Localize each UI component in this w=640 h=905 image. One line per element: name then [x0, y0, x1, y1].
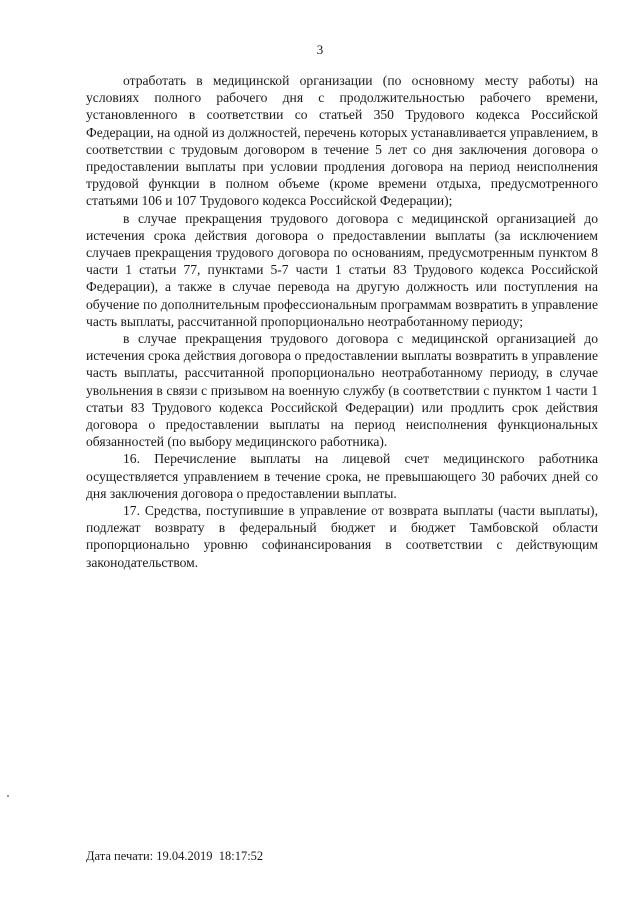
paragraph-obligation-work: отработать в медицинской организации (по основному месту работы) на условиях полного рабочего дня с продолжительностью рабочего времени, установленного в соответствии со статьей 350 Трудового кодекса Российской Федерации, на одной из должностей, перечень которых устанавливается управлением, в соответствии с трудовым договором в течение 5 лет со дня заключения договора о предоставлении выплаты при условии продления договора на период неисполнения трудовой функции в полном объеме (кроме времени отдыха, предусмотренного статьями 106 и 107 Трудового кодекса Российской Федерации); [86, 73, 598, 209]
print-date: Дата печати: 19.04.2019 18:17:52 [86, 849, 264, 863]
margin-mark [7, 795, 9, 797]
paragraph-17-funds-return: 17. Средства, поступившие в управление от возврата выплаты (части выплаты), подлежат возврату в федеральный бюджет и бюджет Тамбовской области пропорционально уровню софинансирования в соответствии с действующим законодательством. [86, 503, 598, 570]
paragraph-16-payment-transfer: 16. Перечисление выплаты на лицевой счет медицинского работника осуществляется управлением в течение срока, не превышающего 30 рабочих дней со дня заключения договора о предоставлении выплаты. [86, 451, 598, 501]
paragraph-return-on-military-service: в случае прекращения трудового договора с медицинской организацией до истечения срока действия договора о предоставлении выплаты возвратить в управление часть выплаты, рассчитанной пропорционально неотработанному периоду, в случае увольнения в связи с призывом на военную службу (в соответствии с пунктом 1 части 1 статьи 83 Трудового кодекса Российской Федерации) или продлить срок действия договора о предоставлении выплаты на период неисполнения функциональных обязанностей (по выбору медицинского работника). [86, 331, 598, 450]
document-body [86, 72, 598, 571]
page-number: 3 [316, 42, 324, 57]
paragraph-return-on-termination: в случае прекращения трудового договора с медицинской организацией до истечения срока действия договора о предоставлении выплаты (за исключением случаев прекращения трудового договора по основаниям, предусмотренным пунктом 8 части 1 статьи 77, пунктами 5-7 части 1 статьи 83 Трудового кодекса Российской Федерации), а также в случае перевода на другую должность или поступления на обучение по дополнительным профессиональным программам возвратить в управление часть выплаты, рассчитанной пропорционально неотработанному периоду; [86, 210, 598, 329]
